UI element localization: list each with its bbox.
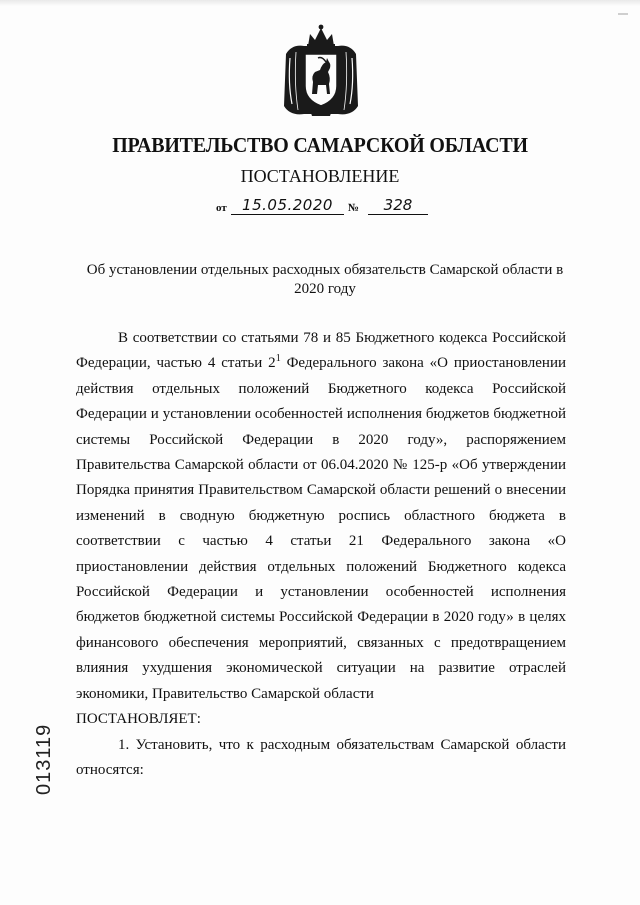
document-body	[76, 326, 566, 783]
list-item: 1. Установить, что к расходным обязательствам Самарской области относятся:	[76, 736, 566, 778]
scan-edge	[0, 0, 640, 6]
document-type: ПОСТАНОВЛЕНИЕ	[240, 166, 400, 186]
preamble-text-start: В соответствии со статьями 78 и 85 Бюджетного кодекса Российской Федерации, частью 4 статьи 2	[76, 330, 566, 372]
dateline	[216, 196, 436, 218]
document-subject: Об установлении отдельных расходных обязательств Самарской области в 2020 году	[86, 262, 564, 297]
date-label: от	[216, 202, 227, 214]
government-title: ПРАВИТЕЛЬСТВО САМАРСКОЙ ОБЛАСТИ	[112, 133, 528, 157]
footnote-superscript: 1	[275, 353, 281, 365]
document-date: 15.05.2020	[231, 196, 344, 215]
preamble-text-rest: Федерального закона «О приостановлении действия отдельных положений Бюджетного кодекса Российской Федерации и установлении особенностей исполнения бюджетов бюджетной системы Российской Федерации в 2020 году», распоряжением Правительства Самарской области от 06.04.2020 № 125-р «Об утверждении Порядка принятия Правительством Самарской области решений о внесении изменений в сводную бюджетную роспись областного бюджета в соответствии с частью 4 статьи 21 Федерального закона «О приостановлении действия отдельных положений Бюджетного кодекса Российской Федерации и установлении особенностей исполнения бюджетов бюджетной системы Российской Федерации в 2020 году» в целях финансового обеспечения мероприятий, связанных с предотвращением влияния ухудшения экономической ситуации на развитие отраслей экономики, Правительство Самарской области	[76, 355, 566, 702]
scan-mark	[618, 13, 628, 15]
side-registration-code: 013119	[33, 723, 55, 795]
resolves-heading: ПОСТАНОВЛЯЕТ:	[76, 711, 201, 728]
number-label: №	[348, 202, 360, 214]
preamble-paragraph	[76, 326, 566, 707]
samara-oblast-coat-of-arms-icon	[282, 24, 360, 120]
document-number: 328	[368, 196, 428, 215]
